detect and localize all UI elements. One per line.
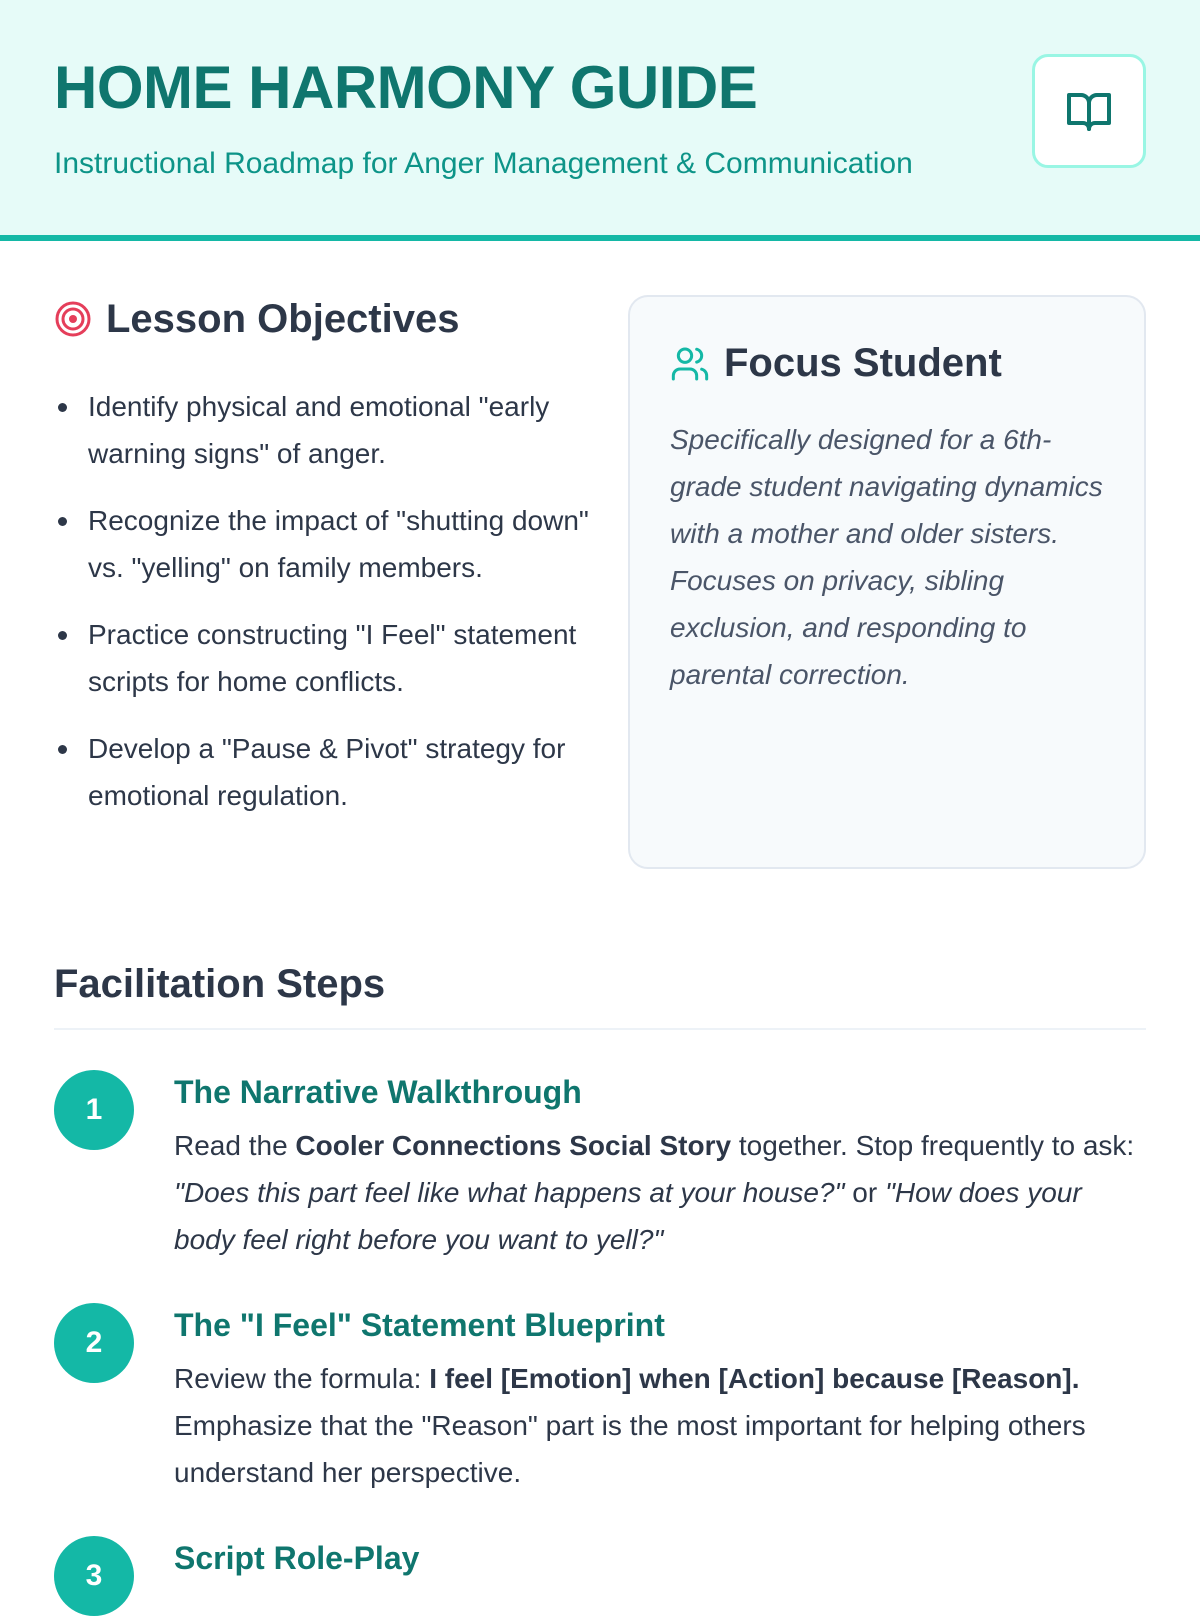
step-title: The "I Feel" Statement Blueprint — [174, 1307, 665, 1343]
objective-item: Recognize the impact of "shutting down" vs. "yelling" on family members. — [54, 497, 594, 591]
step-text: Review the formula: — [174, 1363, 430, 1394]
lesson-objectives — [54, 295, 594, 839]
step-number-badge: 2 — [54, 1303, 134, 1383]
step-emphasis: Cooler Connections Social Story — [295, 1130, 732, 1161]
step-item — [54, 1070, 1146, 1263]
book-open-icon — [1063, 87, 1115, 135]
step-text: or — [844, 1177, 885, 1208]
page-title: HOME HARMONY GUIDE — [54, 54, 758, 121]
step-title: Script Role-Play — [174, 1540, 420, 1576]
focus-description: Specifically designed for a 6th-grade student navigating dynamics with a mother and older sisters. Focuses on privacy, sibling exclusion, and responding to parental correction. — [670, 424, 1103, 690]
step-number-badge: 3 — [54, 1536, 134, 1616]
step-title: The Narrative Walkthrough — [174, 1074, 582, 1110]
objective-item: Practice constructing "I Feel" statement scripts for home conflicts. — [54, 611, 594, 705]
step-text: Emphasize that the "Reason" part is the most important for helping others understand her perspective. — [174, 1410, 1086, 1488]
steps-list — [54, 1070, 1146, 1592]
step-item — [54, 1303, 1146, 1496]
focus-header — [670, 341, 1104, 386]
objectives-list — [54, 383, 594, 819]
target-icon — [54, 300, 92, 338]
objective-item: Develop a "Pause & Pivot" strategy for emotional regulation. — [54, 725, 594, 819]
objectives-header — [54, 295, 594, 343]
book-button[interactable] — [1032, 54, 1146, 168]
page-subtitle: Instructional Roadmap for Anger Management & Communication — [54, 147, 913, 180]
step-text: together. Stop frequently to ask: — [731, 1130, 1135, 1161]
facilitation-title: Facilitation Steps — [54, 960, 1146, 1030]
page-header — [0, 0, 1200, 241]
users-icon — [670, 344, 710, 384]
step-item — [54, 1536, 1146, 1592]
focus-student-card — [628, 295, 1146, 869]
step-formula: I feel [Emotion] when [Action] because [Reason]. — [429, 1363, 1080, 1394]
step-question: "Does this part feel like what happens at your house?" — [174, 1177, 845, 1208]
step-description — [174, 1122, 1146, 1263]
objectives-title: Lesson Objectives — [106, 297, 460, 341]
step-question: "How does your body feel right before you want to yell?" — [174, 1177, 1082, 1255]
step-number-badge: 1 — [54, 1070, 134, 1150]
step-description — [174, 1355, 1146, 1496]
objective-item: Identify physical and emotional "early warning signs" of anger. — [54, 383, 594, 477]
objectives-section — [0, 241, 1200, 901]
facilitation-section — [54, 960, 1146, 1620]
focus-title: Focus Student — [724, 341, 1002, 385]
step-text: Read the — [174, 1130, 296, 1161]
